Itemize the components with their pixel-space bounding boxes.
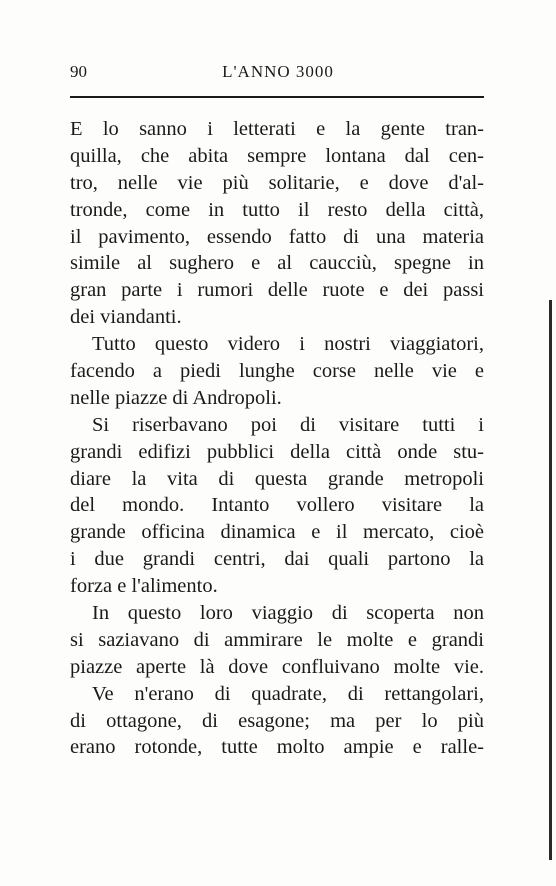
page-edge-shadow [549, 300, 552, 860]
text-line: il pavimento, essendo fatto di una materia [70, 225, 484, 248]
text-line: dei viandanti. [70, 306, 182, 329]
text-line: Si riserbavano poi di visitare tutti i [92, 413, 484, 436]
text-line: Ve n'erano di quadrate, di rettangolari, [92, 682, 484, 705]
page-number: 90 [70, 62, 87, 81]
text-line: forza e l'alimento. [70, 575, 218, 598]
text-line: grandi edifizi pubblici della città onde stu- [70, 440, 484, 463]
text-line: di ottagone, di esagone; ma per lo più [70, 709, 484, 732]
text-line: E lo sanno i letterati e la gente tran- [70, 118, 484, 140]
text-line: diare la vita di questa grande metropoli [70, 467, 484, 490]
text-line: simile al sughero e al caucciù, spegne in [70, 252, 484, 275]
text-line: tronde, come in tutto il resto della città, [70, 198, 484, 221]
running-title: L'ANNO 3000 [222, 62, 334, 81]
text-line: erano rotonde, tutte molto ampie e ralle- [70, 736, 484, 759]
text-line: tro, nelle vie più solitarie, e dove d'al- [70, 171, 484, 194]
body-text [70, 116, 484, 761]
text-line: Tutto questo videro i nostri viaggiatori, [92, 333, 484, 356]
text-line: si saziavano di ammirare le molte e grandi [70, 628, 484, 651]
text-line: grande officina dinamica e il mercato, cioè [70, 521, 484, 544]
text-line: nelle piazze di Andropoli. [70, 386, 282, 409]
page-header [70, 62, 486, 84]
text-line: quilla, che abita sempre lontana dal cen- [70, 144, 484, 167]
text-line: facendo a piedi lunghe corse nelle vie e [70, 360, 484, 383]
text-line: piazze aperte là dove confluivano molte vie. [70, 655, 484, 678]
header-rule [70, 96, 484, 98]
text-line: del mondo. Intanto vollero visitare la [70, 494, 484, 517]
text-line: i due grandi centri, dai quali partono la [70, 548, 484, 571]
text-line: gran parte i rumori delle ruote e dei passi [70, 279, 484, 302]
text-line: In questo loro viaggio di scoperta non [92, 602, 484, 625]
